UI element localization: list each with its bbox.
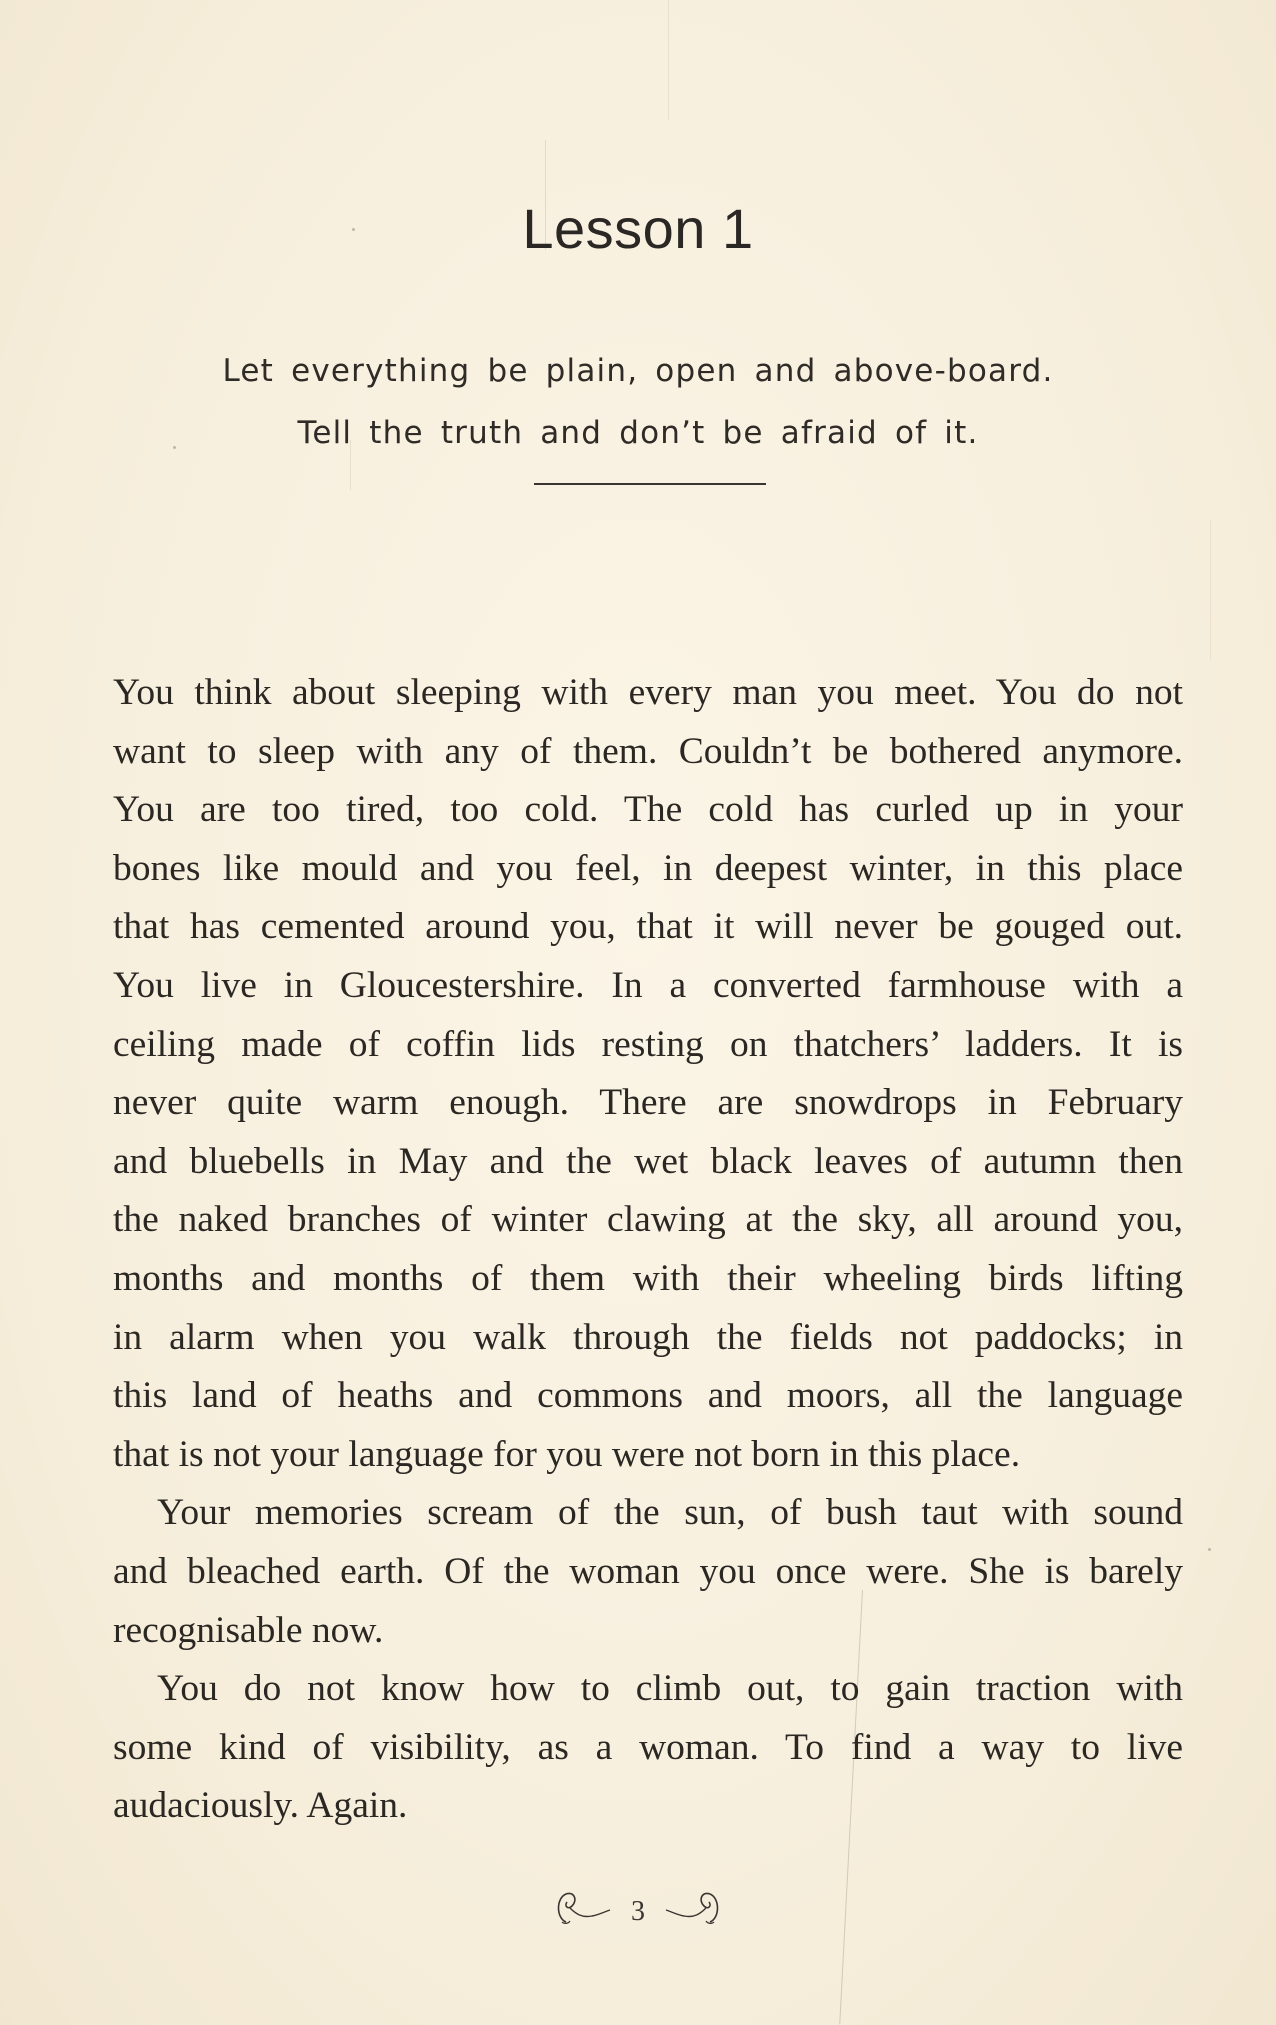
text-line: this land of heaths and commons and moors, all the language [113, 1375, 1183, 1417]
scan-speck [1208, 1548, 1211, 1551]
text-line: want to sleep with any of them. Couldn’t be bothered anymore. [113, 730, 1183, 772]
text-line: some kind of visibility, as a woman. To find a way to live [113, 1726, 1183, 1768]
epigraph-line: Tell the truth and don’t be afraid of it. [297, 415, 979, 451]
flourish-right-icon [662, 1888, 724, 1936]
page-crease [1210, 520, 1211, 660]
body-text [113, 664, 1183, 1836]
page-number: 3 [631, 1896, 645, 1927]
text-line: You live in Gloucestershire. In a converted farmhouse with a [113, 964, 1183, 1006]
page-crease [668, 0, 669, 120]
text-line: that is not your language for you were not born in this place. [113, 1433, 1021, 1475]
text-line: the naked branches of winter clawing at the sky, all around you, [113, 1199, 1183, 1241]
text-line: Your memories scream of the sun, of bush taut with sound [157, 1492, 1183, 1534]
text-line: and bluebells in May and the wet black leaves of autumn then [113, 1140, 1183, 1182]
epigraph-line: Let everything be plain, open and above-board. [222, 353, 1054, 389]
chapter-title: Lesson 1 [522, 197, 754, 260]
text-line: recognisable now. [113, 1609, 384, 1651]
text-line: You do not know how to climb out, to gain traction with [157, 1668, 1183, 1710]
text-line: in alarm when you walk through the fields not paddocks; in [113, 1316, 1183, 1358]
epigraph [0, 340, 1276, 464]
text-line: bones like mould and you feel, in deepest winter, in this place [113, 847, 1183, 889]
text-line: You are too tired, too cold. The cold has curled up in your [113, 789, 1183, 831]
text-line: and bleached earth. Of the woman you once were. She is barely [113, 1550, 1183, 1592]
text-line: You think about sleeping with every man you meet. You do not [113, 672, 1183, 713]
text-line: never quite warm enough. There are snowdrops in February [113, 1082, 1183, 1124]
section-divider [534, 483, 766, 485]
text-line: ceiling made of coffin lids resting on thatchers’ ladders. It is [113, 1023, 1183, 1065]
page-footer [0, 1888, 1276, 1936]
text-line: months and months of them with their wheeling birds lifting [113, 1257, 1183, 1299]
flourish-left-icon [552, 1888, 614, 1936]
text-line: that has cemented around you, that it will never be gouged out. [113, 906, 1183, 948]
text-line: audaciously. Again. [113, 1785, 408, 1827]
